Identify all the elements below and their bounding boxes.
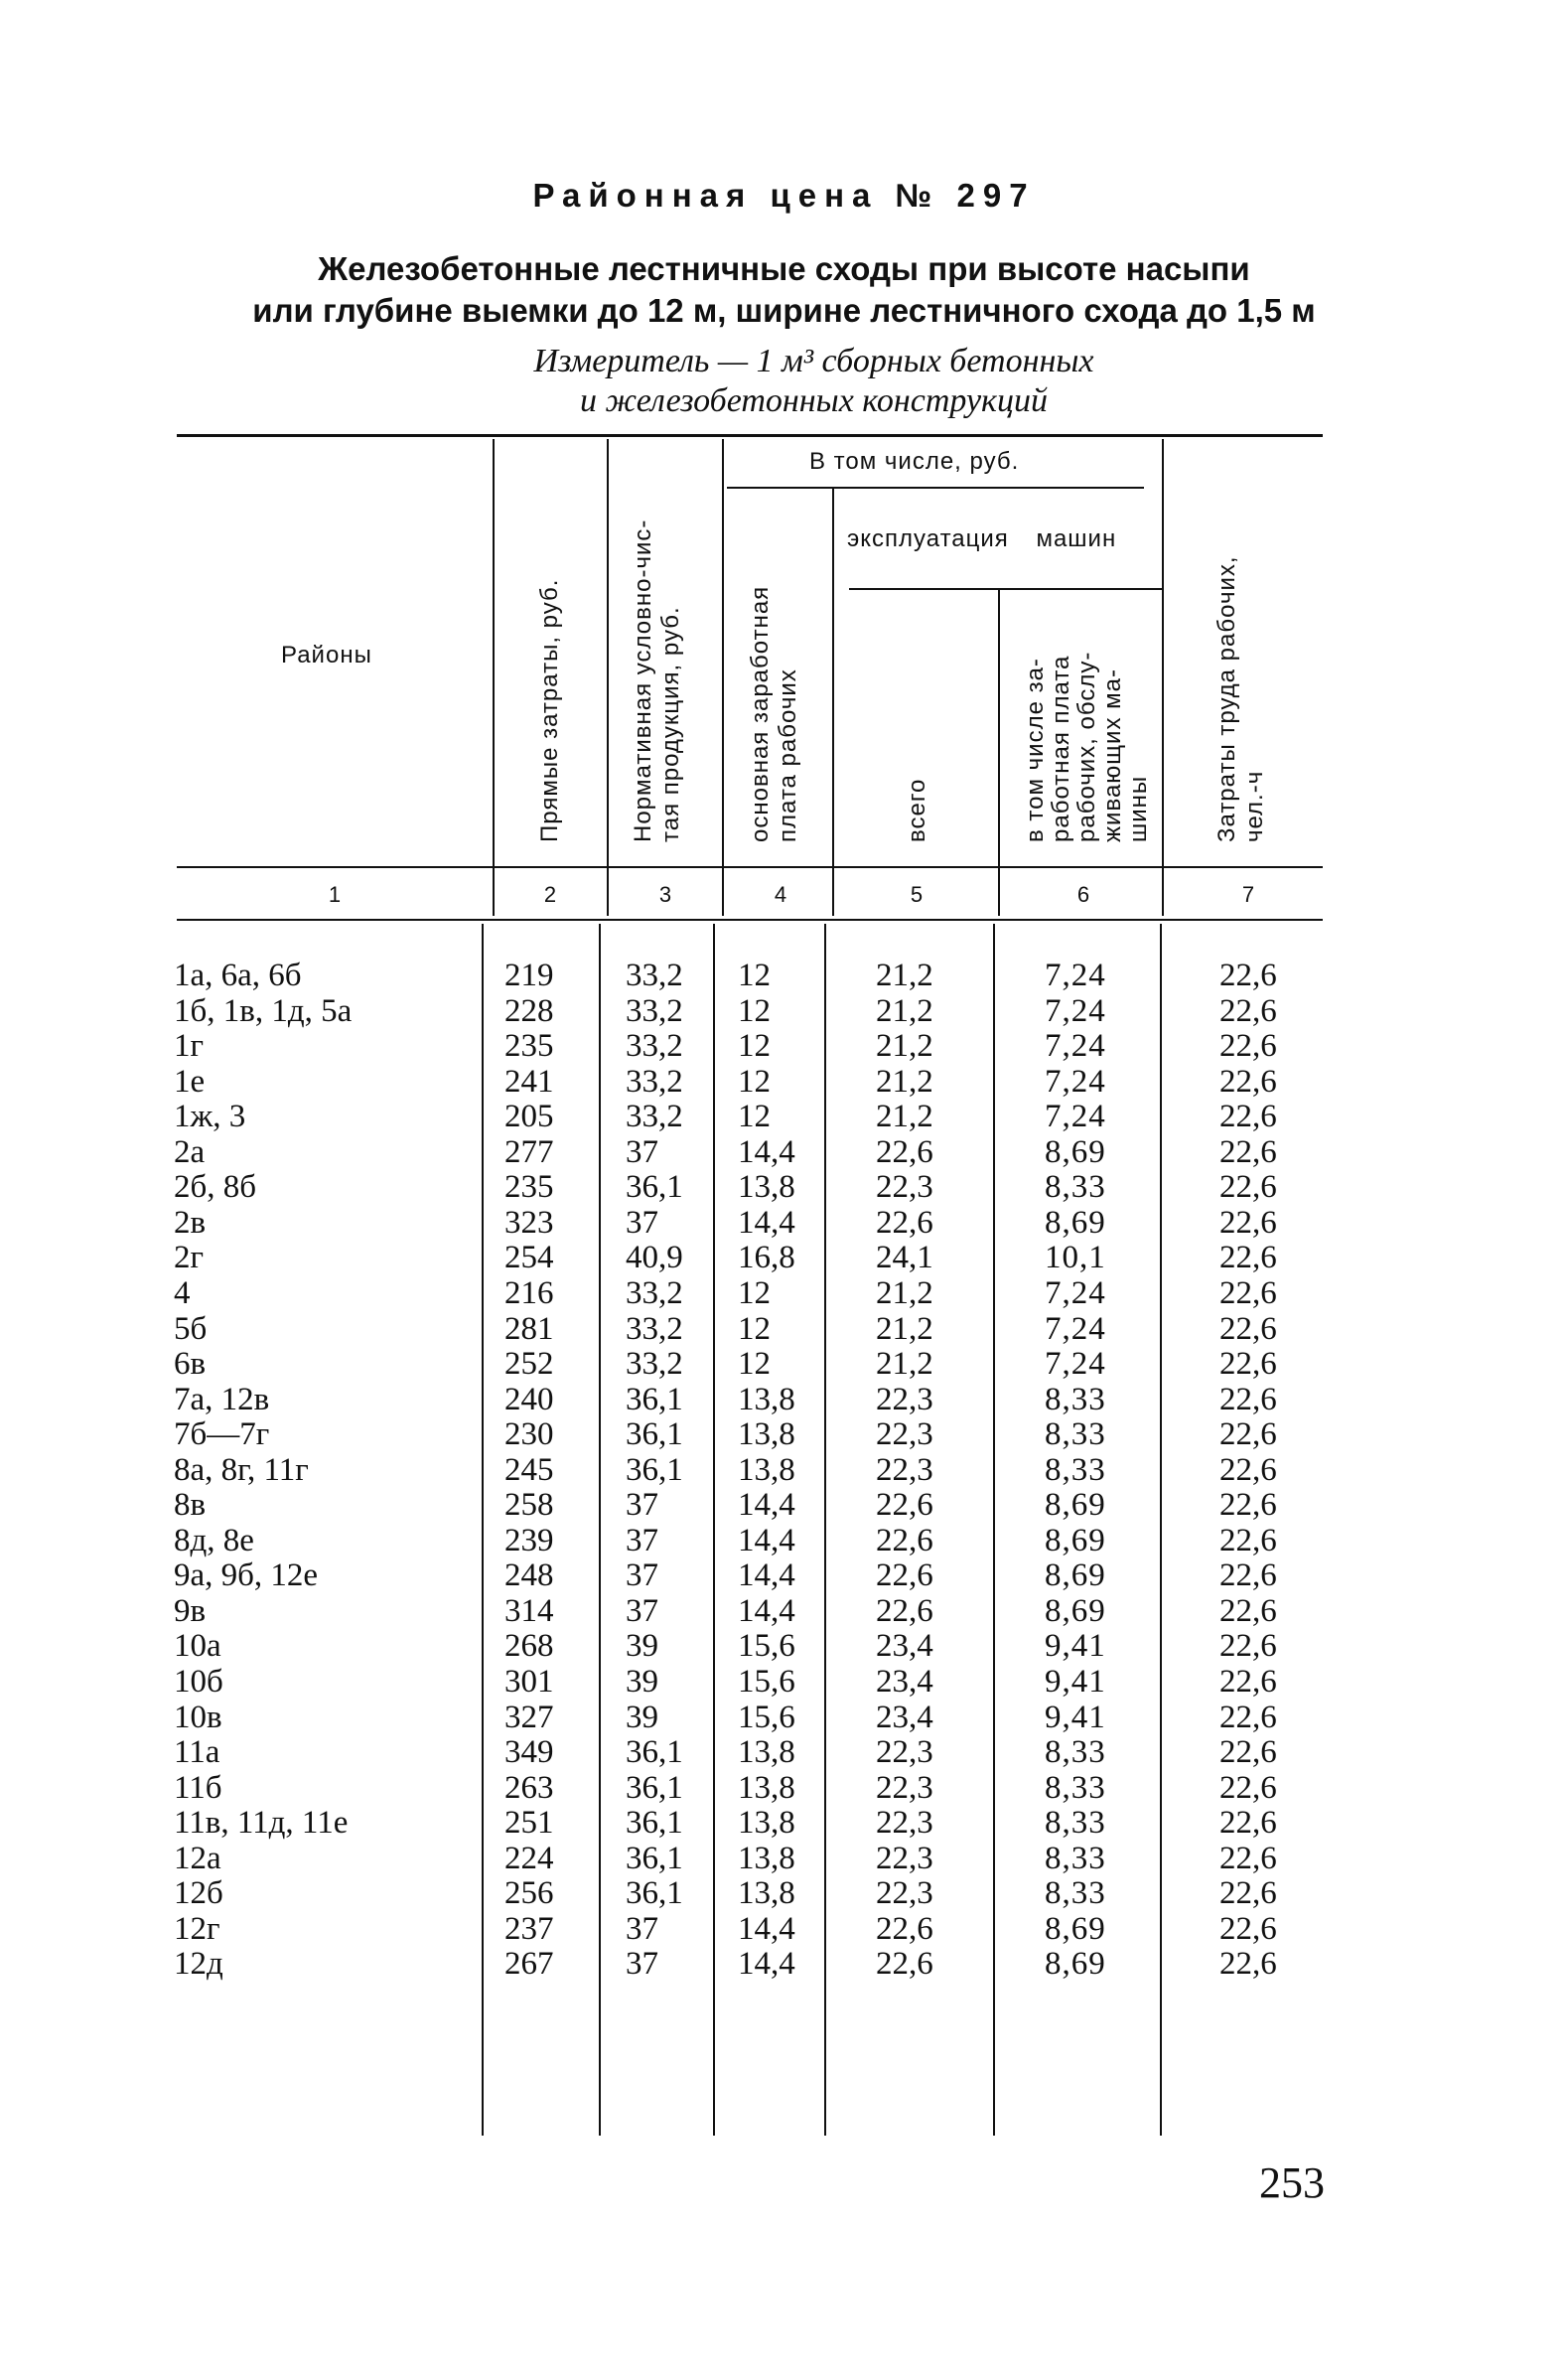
table-cell-col-6: 8,33 (1045, 1875, 1106, 1912)
table-cell-col-6: 8,69 (1045, 1487, 1106, 1524)
table-cell-col-4: 14,4 (738, 1592, 795, 1629)
table-subtitle (0, 248, 1568, 332)
colnum-7: 7 (1241, 882, 1255, 907)
table-cell-col-4: 15,6 (738, 1628, 795, 1665)
table-cell-col-5: 22,3 (876, 1451, 933, 1488)
table-cell-col-6: 8,69 (1045, 1910, 1106, 1947)
table-cell-col-7: 22,6 (1219, 1028, 1277, 1065)
table-cell-col-5: 22,6 (876, 1487, 933, 1524)
table-cell-col-1: 12б (174, 1875, 223, 1912)
table-cell-col-1: 1г (174, 1028, 205, 1065)
table-row (0, 1241, 1568, 1276)
table-cell-col-5: 22,6 (876, 1204, 933, 1241)
table-cell-col-2: 205 (504, 1099, 554, 1135)
table-cell-col-1: 7б—7г (174, 1416, 270, 1453)
table-cell-col-4: 15,6 (738, 1664, 795, 1700)
table-row (0, 1312, 1568, 1348)
table-cell-col-6: 8,33 (1045, 1769, 1106, 1806)
table-cell-col-3: 39 (626, 1628, 658, 1665)
vrule-4 (832, 489, 834, 916)
colnum-1: 1 (328, 882, 342, 907)
table-cell-col-6: 8,33 (1045, 1381, 1106, 1417)
header-districts: Районы (281, 642, 372, 668)
table-cell-col-6: 9,41 (1045, 1699, 1106, 1735)
header-total: всего (904, 778, 930, 842)
table-cell-col-5: 21,2 (876, 1099, 933, 1135)
table-row (0, 1488, 1568, 1524)
table-cell-col-2: 349 (504, 1734, 554, 1771)
table-row (0, 1347, 1568, 1383)
table-cell-col-1: 10в (174, 1699, 222, 1735)
table-cell-col-4: 14,4 (738, 1557, 795, 1594)
table-cell-col-7: 22,6 (1219, 1557, 1277, 1594)
table-row (0, 1029, 1568, 1065)
table-cell-col-2: 314 (504, 1592, 554, 1629)
header-including: В том числе, руб. (809, 448, 1020, 475)
page-number: 253 (1259, 2158, 1325, 2207)
table-cell-col-5: 22,3 (876, 1840, 933, 1876)
table-cell-col-4: 12 (738, 992, 771, 1029)
table-row (0, 1383, 1568, 1418)
table-cell-col-4: 12 (738, 1063, 771, 1100)
table-cell-col-3: 37 (626, 1557, 658, 1594)
table-row (0, 959, 1568, 994)
table-row (0, 1947, 1568, 1983)
table-cell-col-3: 37 (626, 1487, 658, 1524)
table-cell-col-7: 22,6 (1219, 1805, 1277, 1842)
table-cell-col-6: 7,24 (1045, 1063, 1106, 1100)
table-cell-col-5: 21,2 (876, 1310, 933, 1347)
table-row (0, 1629, 1568, 1665)
table-cell-col-6: 8,69 (1045, 1133, 1106, 1170)
table-cell-col-6: 7,24 (1045, 1028, 1106, 1065)
table-cell-col-4: 13,8 (738, 1451, 795, 1488)
table-cell-col-7: 22,6 (1219, 1169, 1277, 1206)
table-cell-col-1: 11а (174, 1734, 220, 1771)
table-cell-col-6: 7,24 (1045, 1346, 1106, 1383)
colnum-2: 2 (543, 882, 557, 907)
table-cell-col-3: 36,1 (626, 1875, 683, 1912)
table-cell-col-6: 8,33 (1045, 1416, 1106, 1453)
header-incl-wages: в том числе за- работная плата рабочих, обслу- живающих ма- шины (1022, 651, 1152, 842)
table-cell-col-7: 22,6 (1219, 1592, 1277, 1629)
table-cell-col-7: 22,6 (1219, 1416, 1277, 1453)
colnum-5: 5 (910, 882, 924, 907)
colnum-3: 3 (658, 882, 672, 907)
table-cell-col-7: 22,6 (1219, 1133, 1277, 1170)
table-row (0, 1842, 1568, 1877)
table-cell-col-2: 240 (504, 1381, 554, 1417)
table-cell-col-3: 37 (626, 1592, 658, 1629)
table-cell-col-5: 22,3 (876, 1769, 933, 1806)
table-cell-col-3: 33,2 (626, 992, 683, 1029)
table-cell-col-1: 12г (174, 1910, 220, 1947)
table-cell-col-2: 235 (504, 1028, 554, 1065)
table-cell-col-4: 15,6 (738, 1699, 795, 1735)
table-cell-col-7: 22,6 (1219, 1487, 1277, 1524)
colnum-6: 6 (1076, 882, 1090, 907)
table-cell-col-3: 36,1 (626, 1451, 683, 1488)
table-cell-col-4: 12 (738, 1346, 771, 1383)
table-cell-col-5: 23,4 (876, 1628, 933, 1665)
table-cell-col-1: 8а, 8г, 11г (174, 1451, 309, 1488)
table-cell-col-1: 12а (174, 1840, 221, 1876)
table-cell-col-1: 8д, 8е (174, 1522, 254, 1558)
table-cell-col-3: 33,2 (626, 1346, 683, 1383)
table-cell-col-1: 11в, 11д, 11е (174, 1805, 349, 1842)
table-cell-col-4: 12 (738, 1099, 771, 1135)
table-cell-col-5: 22,6 (876, 1522, 933, 1558)
table-cell-col-2: 251 (504, 1805, 554, 1842)
table-cell-col-3: 33,2 (626, 1063, 683, 1100)
table-cell-col-2: 254 (504, 1240, 554, 1276)
table-cell-col-1: 8в (174, 1487, 207, 1524)
table-cell-col-2: 224 (504, 1840, 554, 1876)
table-cell-col-6: 8,69 (1045, 1522, 1106, 1558)
table-cell-col-3: 37 (626, 1204, 658, 1241)
table-cell-col-3: 36,1 (626, 1734, 683, 1771)
table-cell-col-7: 22,6 (1219, 1522, 1277, 1558)
table-cell-col-7: 22,6 (1219, 992, 1277, 1029)
table-row (0, 1170, 1568, 1206)
table-cell-col-7: 22,6 (1219, 1310, 1277, 1347)
table-row (0, 1524, 1568, 1559)
table-cell-col-3: 36,1 (626, 1840, 683, 1876)
table-cell-col-7: 22,6 (1219, 1910, 1277, 1947)
table-cell-col-5: 22,6 (876, 1133, 933, 1170)
table-cell-col-2: 235 (504, 1169, 554, 1206)
table-cell-col-3: 40,9 (626, 1240, 683, 1276)
table-cell-col-1: 1е (174, 1063, 206, 1100)
table-cell-col-3: 33,2 (626, 1028, 683, 1065)
table-cell-col-3: 36,1 (626, 1769, 683, 1806)
table-cell-col-2: 228 (504, 992, 554, 1029)
table-cell-col-1: 1а, 6а, 6б (174, 958, 302, 993)
header-direct-costs: Прямые затраты, руб. (536, 578, 563, 842)
table-row (0, 1806, 1568, 1842)
table-cell-col-1: 2в (174, 1204, 207, 1241)
table-cell-col-6: 8,33 (1045, 1805, 1106, 1842)
table-cell-col-4: 13,8 (738, 1734, 795, 1771)
table-cell-col-6: 8,33 (1045, 1840, 1106, 1876)
table-cell-col-2: 216 (504, 1274, 554, 1311)
table-cell-col-7: 22,6 (1219, 1451, 1277, 1488)
table-cell-col-5: 22,6 (876, 1592, 933, 1629)
table-cell-col-6: 7,24 (1045, 1099, 1106, 1135)
table-cell-col-6: 10,1 (1045, 1240, 1106, 1276)
vrule-5 (998, 590, 1000, 916)
table-cell-col-7: 22,6 (1219, 1063, 1277, 1100)
table-row (0, 1912, 1568, 1948)
table-cell-col-7: 22,6 (1219, 1274, 1277, 1311)
table-cell-col-7: 22,6 (1219, 1769, 1277, 1806)
table-cell-col-2: 252 (504, 1346, 554, 1383)
table-row (0, 1100, 1568, 1135)
table-cell-col-2: 327 (504, 1699, 554, 1735)
table-cell-col-7: 22,6 (1219, 1734, 1277, 1771)
table-cell-col-7: 22,6 (1219, 1628, 1277, 1665)
table-cell-col-6: 8,33 (1045, 1734, 1106, 1771)
table-cell-col-2: 258 (504, 1487, 554, 1524)
table-cell-col-4: 14,4 (738, 1910, 795, 1947)
table-cell-col-5: 21,2 (876, 1274, 933, 1311)
table-cell-col-4: 13,8 (738, 1875, 795, 1912)
table-row (0, 1206, 1568, 1242)
table-cell-col-1: 5б (174, 1310, 208, 1347)
table-row (0, 1453, 1568, 1489)
table-cell-col-7: 22,6 (1219, 1840, 1277, 1876)
table-cell-col-5: 22,6 (876, 1910, 933, 1947)
machines-rule (849, 588, 1162, 590)
table-cell-col-7: 22,6 (1219, 958, 1277, 993)
table-cell-col-6: 8,69 (1045, 1946, 1106, 1983)
table-row (0, 1665, 1568, 1701)
table-row (0, 1417, 1568, 1453)
table-cell-col-1: 1ж, 3 (174, 1099, 246, 1135)
table-cell-col-1: 7а, 12в (174, 1381, 270, 1417)
table-cell-col-3: 36,1 (626, 1416, 683, 1453)
table-row (0, 1876, 1568, 1912)
numbers-bottom-rule (177, 919, 1323, 921)
measure-line-1: Измеритель — 1 м³ сборных бетонных (533, 343, 1094, 379)
table-cell-col-3: 36,1 (626, 1381, 683, 1417)
table-cell-col-5: 22,3 (876, 1169, 933, 1206)
vrule-6 (1162, 439, 1164, 916)
table-cell-col-5: 21,2 (876, 1063, 933, 1100)
table-cell-col-5: 21,2 (876, 958, 933, 993)
table-cell-col-5: 22,3 (876, 1734, 933, 1771)
measure-unit (0, 342, 1568, 421)
including-rule (727, 487, 1144, 489)
table-cell-col-4: 14,4 (738, 1204, 795, 1241)
table-cell-col-6: 7,24 (1045, 958, 1106, 993)
table-cell-col-2: 237 (504, 1910, 554, 1947)
vrule-1 (493, 439, 495, 916)
table-cell-col-7: 22,6 (1219, 1664, 1277, 1700)
table-cell-col-1: 2а (174, 1133, 206, 1170)
table-cell-col-5: 22,6 (876, 1946, 933, 1983)
subtitle-line-1: Железобетонные лестничные сходы при высоте насыпи (318, 250, 1250, 287)
table-cell-col-2: 277 (504, 1133, 554, 1170)
table-row (0, 1135, 1568, 1171)
table-cell-col-3: 33,2 (626, 958, 683, 993)
table-cell-col-6: 8,69 (1045, 1557, 1106, 1594)
table-cell-col-2: 248 (504, 1557, 554, 1594)
table-cell-col-5: 23,4 (876, 1699, 933, 1735)
colnum-4: 4 (774, 882, 787, 907)
table-cell-col-2: 301 (504, 1664, 554, 1700)
table-cell-col-7: 22,6 (1219, 1699, 1277, 1735)
header-machines: эксплуатация машин (847, 525, 1117, 552)
table-cell-col-4: 13,8 (738, 1169, 795, 1206)
table-cell-col-4: 12 (738, 1028, 771, 1065)
table-top-rule (177, 434, 1323, 437)
table-cell-col-5: 22,3 (876, 1416, 933, 1453)
table-row (0, 1735, 1568, 1771)
table-cell-col-5: 23,4 (876, 1664, 933, 1700)
table-row (0, 994, 1568, 1030)
header-labor: Затраты труда рабочих, чел.-ч (1213, 555, 1268, 842)
table-cell-col-5: 22,3 (876, 1381, 933, 1417)
table-cell-col-3: 36,1 (626, 1169, 683, 1206)
vrule-2 (607, 439, 609, 916)
table-cell-col-6: 8,69 (1045, 1204, 1106, 1241)
table-cell-col-2: 239 (504, 1522, 554, 1558)
table-cell-col-4: 14,4 (738, 1946, 795, 1983)
table-cell-col-2: 281 (504, 1310, 554, 1347)
table-cell-col-4: 14,4 (738, 1487, 795, 1524)
header-wages: основная заработная плата рабочих (747, 585, 801, 842)
table-cell-col-4: 13,8 (738, 1416, 795, 1453)
table-cell-col-6: 7,24 (1045, 992, 1106, 1029)
table-cell-col-2: 241 (504, 1063, 554, 1100)
table-cell-col-6: 8,69 (1045, 1592, 1106, 1629)
table-row (0, 1065, 1568, 1101)
table-cell-col-5: 21,2 (876, 1346, 933, 1383)
table-row (0, 1558, 1568, 1594)
table-cell-col-2: 219 (504, 958, 554, 993)
table-cell-col-3: 37 (626, 1910, 658, 1947)
table-cell-col-1: 9в (174, 1592, 207, 1629)
table-row (0, 1594, 1568, 1630)
table-cell-col-6: 7,24 (1045, 1310, 1106, 1347)
table-cell-col-3: 37 (626, 1522, 658, 1558)
table-cell-col-1: 9а, 9б, 12е (174, 1557, 319, 1594)
table-cell-col-4: 14,4 (738, 1133, 795, 1170)
table-cell-col-3: 33,2 (626, 1099, 683, 1135)
table-cell-col-7: 22,6 (1219, 1946, 1277, 1983)
table-cell-col-6: 7,24 (1045, 1274, 1106, 1311)
table-cell-col-6: 9,41 (1045, 1664, 1106, 1700)
table-cell-col-5: 22,3 (876, 1875, 933, 1912)
table-cell-col-1: 10б (174, 1664, 223, 1700)
table-cell-col-5: 22,6 (876, 1557, 933, 1594)
table-cell-col-5: 21,2 (876, 992, 933, 1029)
subtitle-line-2: или глубине выемки до 12 м, ширине лестничного схода до 1,5 м (252, 292, 1316, 329)
table-cell-col-2: 263 (504, 1769, 554, 1806)
table-cell-col-1: 2б, 8б (174, 1169, 257, 1206)
table-cell-col-6: 8,33 (1045, 1169, 1106, 1206)
table-cell-col-7: 22,6 (1219, 1875, 1277, 1912)
header-normative: Нормативная условно-чис- тая продукция, руб. (630, 519, 684, 842)
table-cell-col-5: 22,3 (876, 1805, 933, 1842)
table-cell-col-2: 256 (504, 1875, 554, 1912)
table-cell-col-3: 39 (626, 1699, 658, 1735)
table-cell-col-2: 268 (504, 1628, 554, 1665)
table-cell-col-2: 267 (504, 1946, 554, 1983)
table-cell-col-5: 21,2 (876, 1028, 933, 1065)
table-cell-col-7: 22,6 (1219, 1346, 1277, 1383)
table-cell-col-3: 33,2 (626, 1274, 683, 1311)
table-cell-col-7: 22,6 (1219, 1099, 1277, 1135)
table-cell-col-4: 13,8 (738, 1769, 795, 1806)
table-cell-col-7: 22,6 (1219, 1381, 1277, 1417)
table-row (0, 1276, 1568, 1312)
header-bottom-rule (177, 866, 1323, 868)
table-cell-col-3: 33,2 (626, 1310, 683, 1347)
table-cell-col-1: 11б (174, 1769, 222, 1806)
table-cell-col-1: 6в (174, 1346, 207, 1383)
table-cell-col-3: 39 (626, 1664, 658, 1700)
table-row (0, 1771, 1568, 1807)
table-cell-col-3: 37 (626, 1946, 658, 1983)
table-cell-col-5: 24,1 (876, 1240, 933, 1276)
table-cell-col-7: 22,6 (1219, 1204, 1277, 1241)
table-cell-col-7: 22,6 (1219, 1240, 1277, 1276)
table-cell-col-4: 12 (738, 1310, 771, 1347)
table-cell-col-4: 13,8 (738, 1381, 795, 1417)
measure-line-2: и железобетонных конструкций (580, 382, 1048, 419)
table-cell-col-3: 36,1 (626, 1805, 683, 1842)
table-cell-col-4: 16,8 (738, 1240, 795, 1276)
table-cell-col-4: 12 (738, 958, 771, 993)
table-cell-col-1: 12д (174, 1946, 223, 1983)
table-cell-col-4: 13,8 (738, 1840, 795, 1876)
table-cell-col-1: 10а (174, 1628, 221, 1665)
table-cell-col-2: 323 (504, 1204, 554, 1241)
table-cell-col-6: 8,33 (1045, 1451, 1106, 1488)
table-cell-col-4: 14,4 (738, 1522, 795, 1558)
table-cell-col-1: 1б, 1в, 1д, 5а (174, 992, 353, 1029)
table-cell-col-1: 2г (174, 1240, 205, 1276)
table-cell-col-1: 4 (174, 1274, 191, 1311)
vrule-3 (722, 439, 724, 916)
table-cell-col-2: 230 (504, 1416, 554, 1453)
table-cell-col-2: 245 (504, 1451, 554, 1488)
table-cell-col-4: 12 (738, 1274, 771, 1311)
table-cell-col-6: 9,41 (1045, 1628, 1106, 1665)
table-row (0, 1701, 1568, 1736)
table-cell-col-4: 13,8 (738, 1805, 795, 1842)
table-cell-col-3: 37 (626, 1133, 658, 1170)
page-title: Районная цена № 297 (532, 177, 1036, 214)
